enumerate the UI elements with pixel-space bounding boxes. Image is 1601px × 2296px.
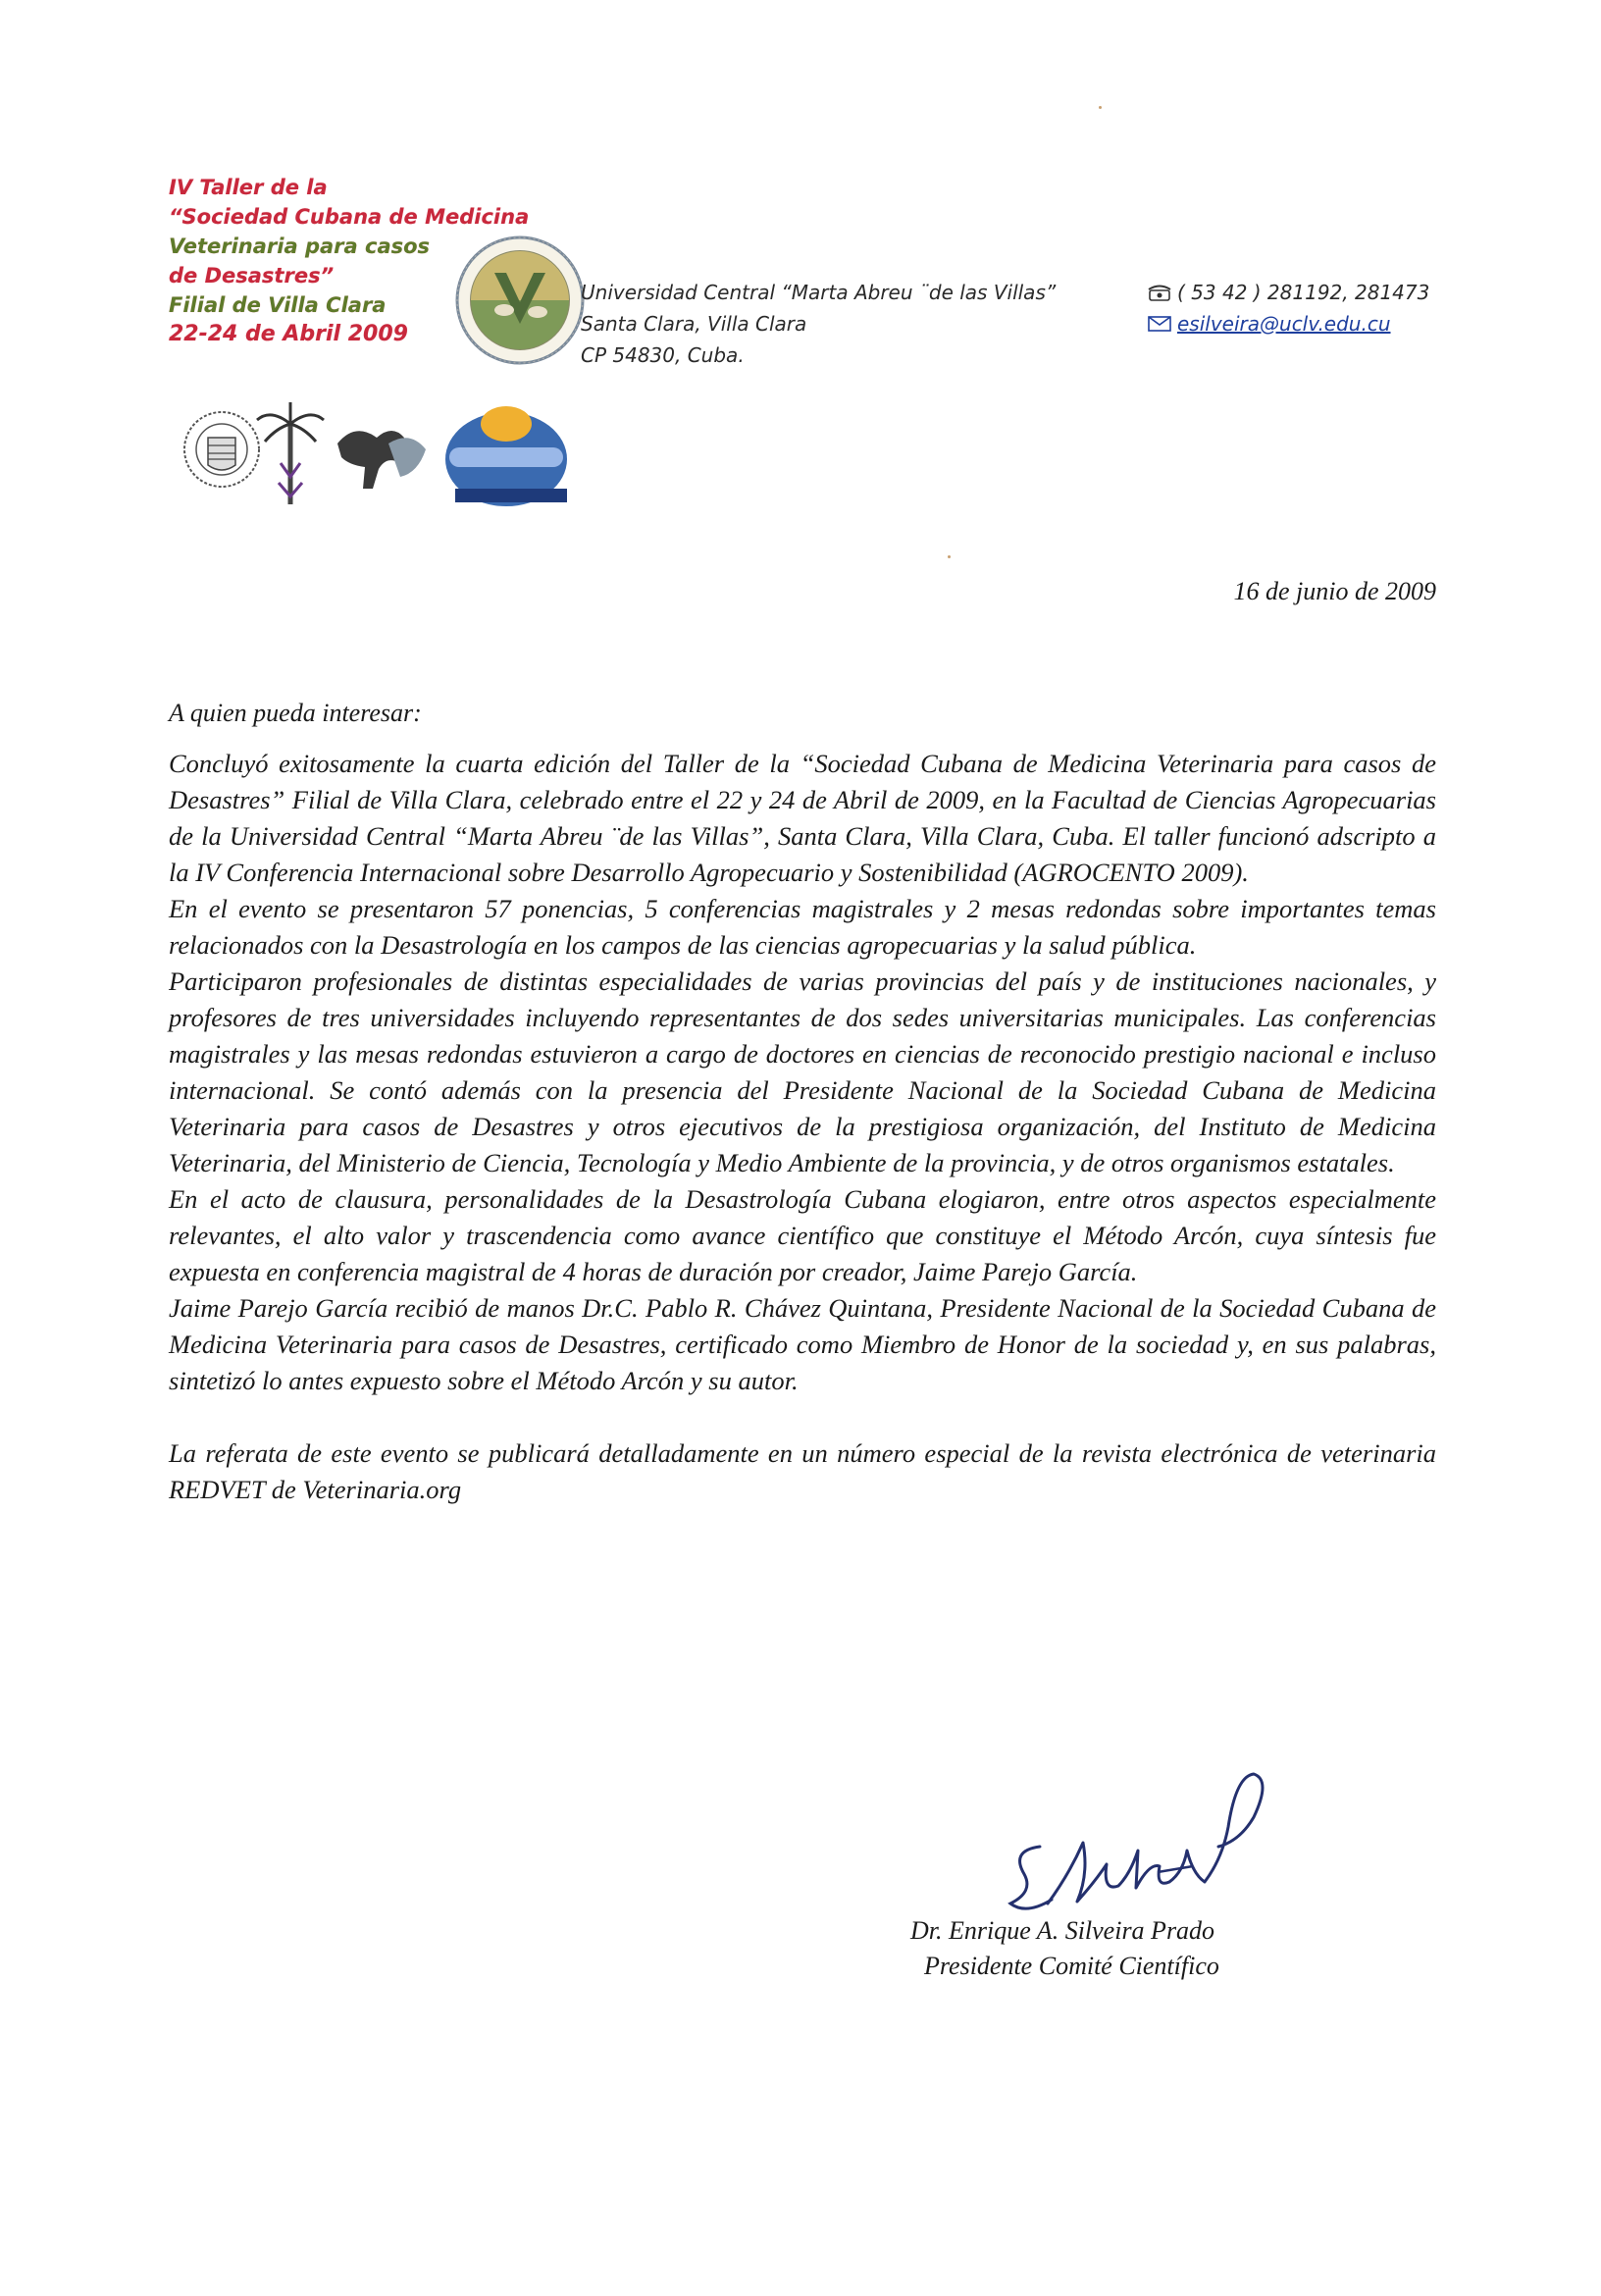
letter-body <box>169 746 1436 1508</box>
signer-role: Presidente Comité Científico <box>924 1952 1219 1980</box>
society-seal-logo <box>453 234 587 367</box>
signer-block <box>910 1913 1219 1984</box>
event-title-line: “Sociedad Cubana de Medicina <box>169 205 530 229</box>
email-row <box>1148 308 1429 339</box>
sponsor-logos <box>182 394 575 514</box>
university-seal-logo <box>184 412 259 487</box>
signer-name: Dr. Enrique A. Silveira Prado <box>910 1916 1215 1945</box>
body-paragraph: Participaron profesionales de distintas especialidades de varias provincias del país y de instituciones nacionales, y profesores de tres universidades incluyendo representantes de dos sedes universitarias municipales. Las conferencias magistrales y las mesas redondas estuvieron a cargo de doctores en ciencias de reconocido prestigio nacional e incluso internacional. Se contó además con la presencia del Presidente Nacional de la Sociedad Cubana de Medicina Veterinaria para casos de Desastres y otros ejecutivos de la prestigiosa organización, del Instituto de Medicina Veterinaria, del Ministerio de Ciencia, Tecnología y Medio Ambiente de la provincia, y de otros organismos estatales. <box>169 966 1436 1177</box>
address-line: CP 54830, Cuba. <box>581 343 745 367</box>
closing-paragraph: La referata de este evento se publicará detalladamente en un número especial de la revista electrónica de veterinaria REDVET de Veterinaria.org <box>169 1438 1436 1504</box>
address-line: Universidad Central “Marta Abreu ¨de las Villas” <box>581 281 1057 304</box>
address-line: Santa Clara, Villa Clara <box>581 312 807 336</box>
body-paragraph: En el evento se presentaron 57 ponencias, 5 conferencias magistrales y 2 mesas redondas sobre importantes temas relacionados con la Desastrología en los campos de las ciencias agropecuarias y la salud pública. <box>169 894 1436 960</box>
phone-row <box>1148 277 1429 308</box>
email-link[interactable]: esilveira@uclv.edu.cu <box>1177 312 1391 336</box>
salutation: A quien pueda interesar: <box>169 699 422 727</box>
event-title-line: 22-24 de Abril 2009 <box>169 322 408 346</box>
body-paragraph: Jaime Parejo García recibió de manos Dr.C. Pablo R. Chávez Quintana, Presidente Nacional de la Sociedad Cubana de Medicina Veterinaria para casos de Desastres, certificado como Miembro de Honor de la sociedad y, en sus palabras, sintetizó lo antes expuesto sobre el Método Arcón y su autor. <box>169 1293 1436 1395</box>
scan-speck <box>1099 106 1102 109</box>
palm-tree-logo <box>257 402 324 504</box>
veterinaria-org-logo <box>445 406 567 506</box>
university-address <box>581 277 1056 371</box>
event-title-line: IV Taller de la <box>169 176 328 199</box>
email-icon <box>1148 315 1173 333</box>
phone-number: ( 53 42 ) 281192, 281473 <box>1177 281 1430 304</box>
letter-date: 16 de junio de 2009 <box>1233 577 1436 605</box>
livestock-logo <box>337 431 426 489</box>
handwritten-signature <box>1001 1756 1295 1933</box>
scan-speck <box>948 555 951 558</box>
event-title-line: de Desastres” <box>169 264 335 287</box>
body-paragraph: Concluyó exitosamente la cuarta edición del Taller de la “Sociedad Cubana de Medicina Veterinaria para casos de Desastres” Filial de Villa Clara, celebrado entre el 22 y 24 de Abril de 2009, en la Facultad de Ciencias Agropecuarias de la Universidad Central “Marta Abreu ¨de las Villas”, Santa Clara, Villa Clara, Cuba. El taller funcionó adscripto a la IV Conferencia Internacional sobre Desarrollo Agropecuario y Sostenibilidad (AGROCENTO 2009). <box>169 749 1436 887</box>
contact-info <box>1148 277 1429 339</box>
event-title-line: Veterinaria para casos <box>169 235 431 258</box>
body-paragraph: En el acto de clausura, personalidades de la Desastrología Cubana elogiaron, entre otros aspectos especialmente relevantes, el alto valor y trascendencia como avance científico que constituye el Método Arcón, cuya síntesis fue expuesta en conferencia magistral de 4 horas de duración por creador, Jaime Parejo García. <box>169 1184 1436 1286</box>
event-title-line: Filial de Villa Clara <box>169 293 387 317</box>
telephone-icon <box>1148 284 1173 301</box>
